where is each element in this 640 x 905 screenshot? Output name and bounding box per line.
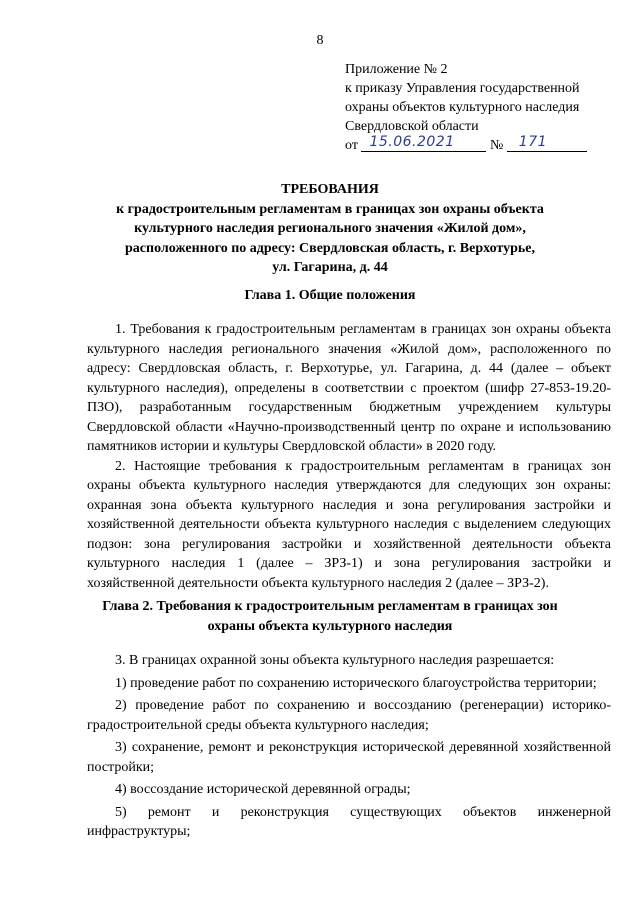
list-item: 5) ремонт и реконструкция существующих объектов инженерной инфраструктуры; [87,804,611,839]
order-date-field [361,136,486,152]
appendix-department-line: охраны объектов культурного наследия [345,100,580,115]
number-label: № [489,138,504,153]
chapter2-heading [60,597,600,636]
paragraph-3-intro: 3. В границах охранной зоны объекта культурного наследия разрешается: [115,653,555,668]
list-item: 1) проведение работ по сохранению исторического благоустройства территории; [115,675,597,691]
document-title [60,180,600,278]
list-item: 2) проведение работ по сохранению и воссозданию (регенерации) историко-градостроительной среды объекта культурного наследия; [87,698,611,733]
chapter1-body [87,320,611,593]
appendix-order-line: к приказу Управления государственной [345,81,580,96]
title-heading: ТРЕБОВАНИЯ [281,182,379,197]
page-number: 8 [316,33,324,48]
appendix-title: Приложение № 2 [345,62,448,77]
order-date-number-row [345,136,615,155]
paragraph-2: 2. Настоящие требования к градостроительным регламентам в границах зон охраны объекта культурного наследия утверждаются для следующих зон охраны: охранная зона объекта культурного наследия и зона регулирования застройки и хозяйственной деятельности объекта культурного наследия с выделением следующих подзон: зона регулирования застройки и хозяйственной деятельности объекта культурного наследия 1 (далее – ЗРЗ-1) и зона регулирования застройки и хозяйственной деятельности объекта культурного наследия 2 (далее – ЗРЗ-2). [87,458,611,591]
title-line: к градостроительным регламентам в границах зон охраны объекта [116,201,544,217]
from-label: от [345,138,358,153]
chapter2-heading-line1: Глава 2. Требования к градостроительным регламентам в границах зон [102,599,558,614]
title-line: культурного наследия регионального значения «Жилой дом», [134,221,526,236]
appendix-region-line: Свердловской области [345,119,479,134]
title-line: ул. Гагарина, д. 44 [272,260,388,275]
title-line: расположенного по адресу: Свердловская область, г. Верхотурье, [125,240,535,256]
order-number-handwritten: 171 [518,134,548,150]
list-item: 3) сохранение, ремонт и реконструкция исторической деревянной хозяйственной постройки; [87,740,611,775]
appendix-header [345,60,615,155]
order-date-handwritten: 15.06.2021 [369,134,455,150]
list-item: 4) воссоздание исторической деревянной ограды; [115,782,411,797]
order-number-field [507,136,587,152]
chapter2-heading-line2: охраны объекта культурного наследия [207,618,453,634]
paragraph-1: 1. Требования к градостроительным регламентам в границах зон охраны объекта культурного наследия регионального значения «Жилой дом», расположенного по адресу: Свердловская область, г. Верхотурье, ул. Гагарина, д. 44 (далее – объект культурного наследия), определены в соответствии с проектом (шифр 27-853-19.20-ПЗО), разработанным государственным бюджетным учреждением культуры Свердловской области «Научно-производственный центр по охране и использованию памятников истории и культуры Свердловской области» в 2020 году. [87,322,611,454]
chapter2-body [87,651,611,845]
chapter1-heading: Глава 1. Общие положения [244,288,416,303]
